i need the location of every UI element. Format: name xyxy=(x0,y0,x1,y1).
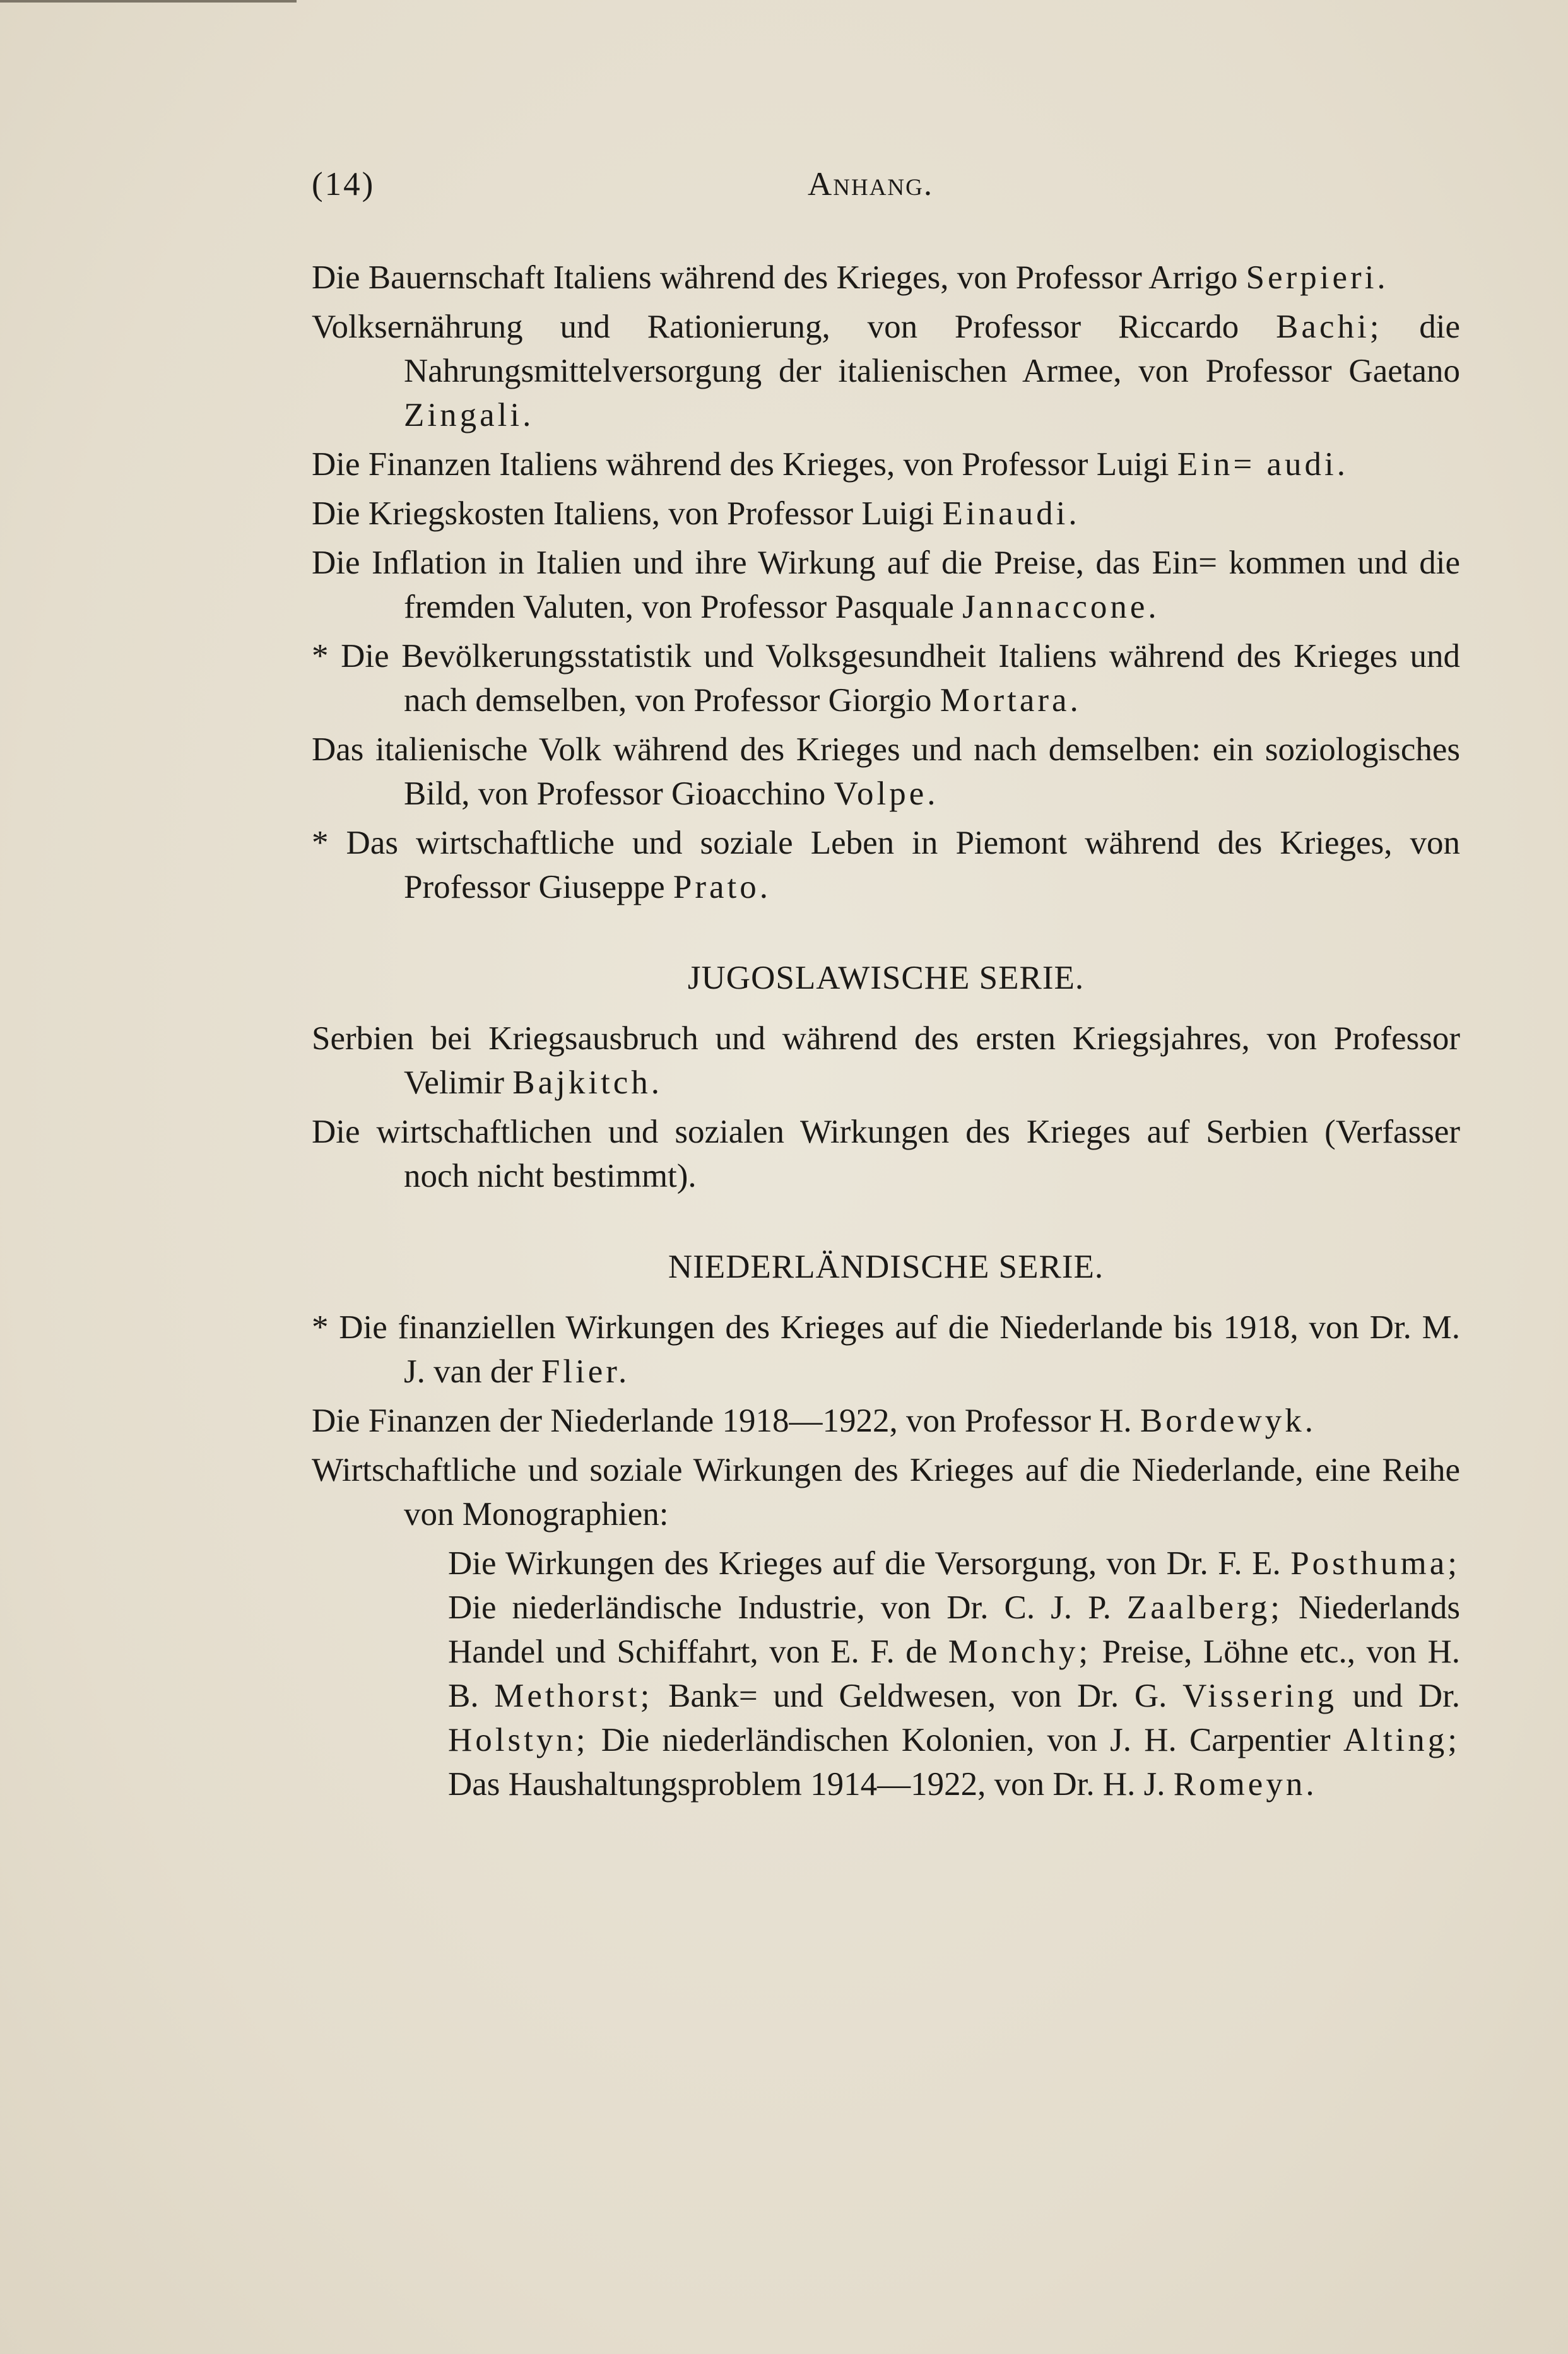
list-item: Das italienische Volk während des Krieges und nach demselben: ein soziologisches Bild, von Professor Gioacchino Volpe. xyxy=(312,731,1460,812)
author-name: Bachi; xyxy=(1276,309,1382,345)
author-name: Zingali. xyxy=(404,397,534,433)
list-item: Die Bauernschaft Italiens während des Krieges, von Professor Arrigo Serpieri. xyxy=(312,259,1389,296)
page-content xyxy=(312,256,1460,1840)
author-name: Methorst; xyxy=(494,1678,653,1714)
list-item: Die Finanzen der Niederlande 1918—1922, von Professor H. Bordewyk. xyxy=(312,1403,1316,1439)
asterisk-marker: * xyxy=(312,825,329,861)
monograph-list: Die Wirkungen des Krieges auf die Versorgung, von Dr. F. E. Posthuma; Die niederländische Industrie, von Dr. C. J. P. Zaalberg; Niederlands Handel und Schiffahrt, von E. F. de Monchy; Preise, Löhne etc., von H. B. Methorst; Bank= und Geldwesen, von Dr. G. Vissering und Dr. Holstyn; Die niederländischen Kolonien, von J. H. Carpentier Alting; Das Haushaltungsproblem 1914—1922, von Dr. H. J. Romeyn. xyxy=(448,1545,1461,1803)
author-name: Holstyn; xyxy=(448,1722,589,1758)
author-name: Flier. xyxy=(541,1353,630,1390)
author-name: Bajkitch. xyxy=(512,1064,663,1101)
list-item: Die Finanzen Italiens während des Krieges, von Professor Luigi Ein= audi. xyxy=(312,446,1349,483)
list-item: Die Inflation in Italien und ihre Wirkung auf die Preise, das Ein= kommen und die fremden Valuten, von Professor Pasquale Jannaccone. xyxy=(312,544,1460,625)
asterisk-marker: * xyxy=(312,638,329,674)
page-header xyxy=(312,165,1460,216)
author-name: Monchy; xyxy=(948,1633,1092,1670)
author-name: Serpieri. xyxy=(1246,259,1389,296)
page-number: (14) xyxy=(312,166,375,203)
author-name: Prato. xyxy=(673,869,771,905)
author-name: Jannaccone. xyxy=(962,589,1160,625)
list-item: Die wirtschaftlichen und sozialen Wirkungen des Krieges auf Serbien (Verfasser noch nicht bestimmt). xyxy=(312,1114,1460,1194)
author-name: Einaudi. xyxy=(942,495,1080,532)
list-item: Die Kriegskosten Italiens, von Professor Luigi Einaudi. xyxy=(312,495,1080,532)
section-heading-yugoslav: JUGOSLAWISCHE SERIE. xyxy=(687,960,1085,996)
author-name: Bordewyk. xyxy=(1140,1403,1316,1439)
author-name: Mortara. xyxy=(940,682,1082,719)
author-name: Ein= audi. xyxy=(1177,446,1349,483)
running-title: Anhang. xyxy=(808,166,934,203)
author-name: Vissering xyxy=(1182,1678,1338,1714)
author-name: Romeyn. xyxy=(1173,1766,1317,1803)
section-heading-dutch: NIEDERLÄNDISCHE SERIE. xyxy=(668,1249,1104,1285)
author-name: Volpe. xyxy=(834,775,939,812)
asterisk-marker: * xyxy=(312,1309,329,1346)
list-item: * Das wirtschaftliche und soziale Leben in Piemont während des Krieges, von Professor Giuseppe Prato. xyxy=(312,825,1460,905)
list-item: Volksernährung und Rationierung, von Professor Riccardo Bachi; die Nahrungsmittelversorgung der italienischen Armee, von Professor Gaetano Zingali. xyxy=(312,309,1461,433)
list-item: * Die Bevölkerungsstatistik und Volksgesundheit Italiens während des Krieges und nach demselben, von Professor Giorgio Mortara. xyxy=(312,638,1460,719)
list-item: Serbien bei Kriegsausbruch und während des ersten Kriegsjahres, von Professor Velimir Bajkitch. xyxy=(312,1020,1460,1101)
top-edge-line xyxy=(0,0,297,3)
list-item: Wirtschaftliche und soziale Wirkungen des Krieges auf die Niederlande, eine Reihe von Monographien: xyxy=(312,1452,1460,1533)
list-item: * Die finanziellen Wirkungen des Krieges auf die Niederlande bis 1918, von Dr. M. J. van der Flier. xyxy=(312,1309,1461,1390)
author-name: Zaalberg; xyxy=(1126,1589,1283,1626)
author-name: Alting; xyxy=(1343,1722,1461,1758)
author-name: Posthuma; xyxy=(1290,1545,1460,1582)
